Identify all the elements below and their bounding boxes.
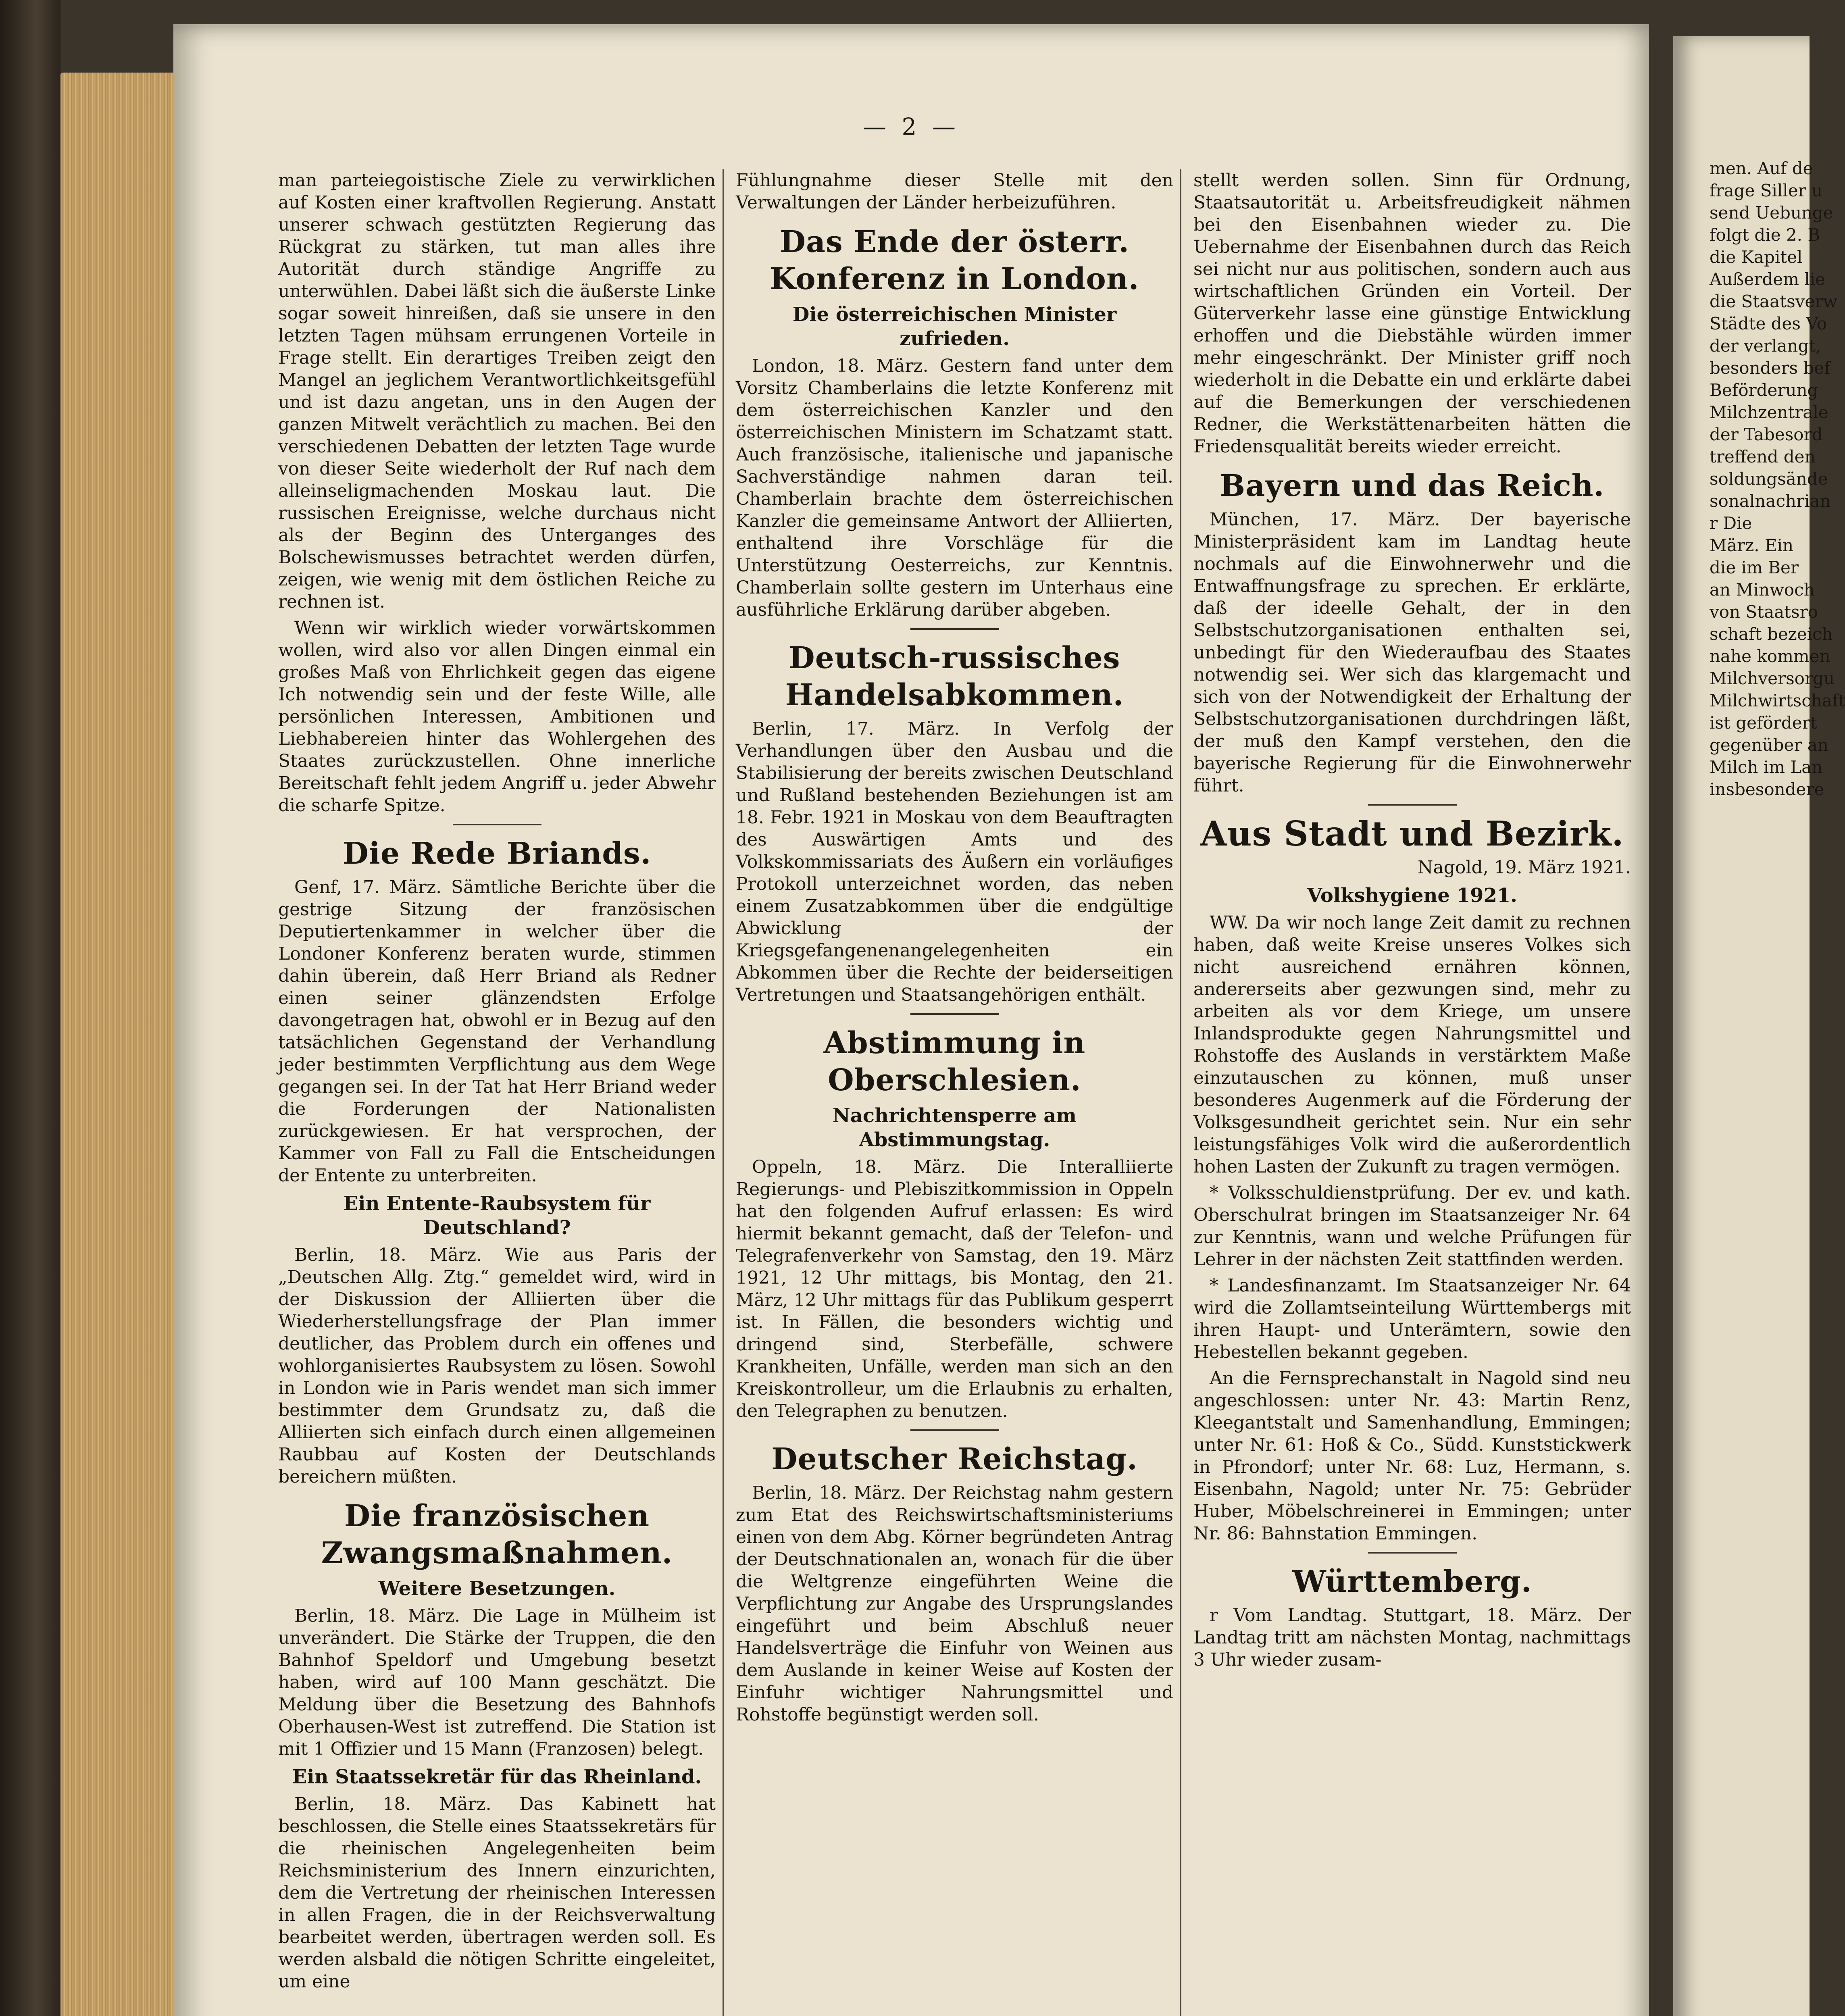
adjacent-page-line: Milchversorgu [1710,669,1835,688]
newspaper-page [173,24,1649,2016]
headline-zwangsmassnahmen: Die französischen Zwangsmaßnahmen. [321,1499,673,1570]
column-1 [278,169,716,2016]
article-text: Berlin, 17. März. In Verfolg der Verhandlungen über den Ausbau und die Stabilisierung der bereits zwischen Deutschland und Rußland bestehenden Beziehungen ist am 18. Febr. 1921 in Moskau von dem Beauftragten des Auswärtigen Amts und des Volkskommissariats des Äußern ein vorläufiges Protokoll unterzeichnet worden, das neben einem Zusatzabkommen über die endgültige Abwicklung der Kriegsgefangenenangelegenheiten ein Abkommen über die Rechte der beiderseitigen Vertretungen und Staatsangehörigen enthält. [736,719,1173,1005]
article-text: Berlin, 18. März. Der Reichstag nahm gestern zum Etat des Reichswirtschaftsministeriums einen von dem Abg. Körner begründeten Antrag der Deutschnationalen an, wonach für die über die Weltgrenze eingeführten Weine die Verpflichtung zur Angabe des Ursprungslandes eingeführt und beim Abschluß neuer Handelsverträge die Einfuhr von Weinen aus dem Auslande in keiner Weise auf Kosten der Einfuhr wichtiger Nahrungsmittel und Rohstoffe begünstigt werden soll. [736,1483,1173,1725]
article-text: Berlin, 18. März. Wie aus Paris der „Deutschen Allg. Ztg.“ gemeldet wird, wird in der Diskussion der Alliierten über die Wiederherstellungsfrage der Plan immer deutlicher, das Problem durch ein offenes und wohlorganisiertes Raubsystem zu lösen. Sowohl in London wie in Paris wendet man sich immer bestimmter dem Grundsatz zu, daß die Alliierten sich einfach durch einen allgemeinen Raubbau auf Kosten der Deutschlands bereichern müßten. [278,1245,716,1487]
adjacent-page [1673,36,1845,2016]
headline-wuerttemberg: Württemberg. [1292,1564,1532,1599]
adjacent-page-line: nahe kommen [1710,646,1830,666]
adjacent-page-line: der Tabesord [1710,425,1823,444]
column-2 [736,169,1173,2016]
subheadline-nachrichtensperre: Nachrichtensperre am Abstimmungstag. [832,1104,1077,1151]
separator [1368,804,1457,806]
column-rule-2 [1180,169,1181,2016]
article-text: WW. Da wir noch lange Zeit damit zu rechnen haben, daß weite Kreise unseres Volkes sich nicht ausreichend ernähren können, andererseits aber gezwungen sind, mehr zu arbeiten als vor dem Kriege, um unsere Inlandsprodukte gegen Nahrungsmittel und Rohstoffe des Auslands in verstärktem Maße einzutauschen zu können, muß unser besonderes Augenmerk auf die Förderung der Volksgesundheit gerichtet sein. Nur ein sehr leistungsfähiges Volk wird die außerordentlich hohen Lasten der Zukunft zu tragen vermögen. [1193,912,1631,1177]
page-number: — 2 — [863,113,960,140]
adjacent-page-line: men. Auf de [1710,158,1813,178]
adjacent-page-line: ist gefördert [1710,713,1817,733]
adjacent-page-text [1710,157,1845,800]
article-text: man parteiegoistische Ziele zu verwirklichen auf Kosten einer kraftvollen Regierung. Anstatt unserer schwach gestützten Regierung das Rückgrat zu stärken, tut man alles ihre Autorität durch ständige Angriffe zu unterwühlen. Dabei läßt sich die äußerste Linke sogar soweit hinreißen, daß sie unsere in den letzten Tagen mühsam errungenen Vorteile in Frage stellt. Ein derartiges Treiben zeigt den Mangel an jeglichem Verantwortlichkeitsgefühl und ist dazu angetan, uns in den Augen der ganzen Mitwelt verächtlich zu machen. Bei den verschiedenen Debatten der letzten Tage wurde von dieser Seite wiederholt der Ruf nach dem alleinseligmachenden Moskau laut. Die russischen Ereignisse, welche durchaus nicht als der Beginn des Unterganges des Bolschewismusses betrachtet werden dürfen, zeigen, wie wenig mit dem östlichen Reiche zu rechnen ist. [278,170,716,612]
news-note: * Landesfinanzamt. Im Staatsanzeiger Nr. 64 wird die Zollamtseinteilung Württembergs mit ihren Haupt- und Unterämtern, sowie den Hebestellen bekannt gegeben. [1193,1275,1631,1362]
adjacent-page-line: Milch im Lan [1710,757,1823,777]
adjacent-page-line: Milchzentrale [1710,402,1828,422]
news-note: An die Fernsprechanstalt in Nagold sind neu angeschlossen: unter Nr. 43: Martin Renz, Kleegantstalt und Samenhandlung, Emmingen; unter Nr. 61: Hoß & Co., Südd. Kunststickwerk in Pfrondorf; unter Nr. 68: Luz, Hermann, s. Eisenbahn, Nagold; unter Nr. 75: Gebrüder Huber, Möbelschreinerei in Emmingen; unter Nr. 86: Bahnstation Emmingen. [1193,1368,1631,1544]
article-text: Genf, 17. März. Sämtliche Berichte über die gestrige Sitzung der französischen Deputiertenkammer in welcher über die Londoner Konferenz beraten wurde, stimmen dahin überein, daß Herr Briand als Redner einen seiner glänzendsten Erfolge davongetragen hat, obwohl er in Bezug auf den tatsächlichen Gegenstand der Verhandlung jeder bestimmten Verpflichtung aus dem Wege gegangen sei. In der Tat hat Herr Briand weder die Forderungen der Nationalisten zurückgewiesen. Er hat versprochen, der Kammer von Fall zu Fall die Entscheidungen der Entente zu unterbreiten. [278,877,716,1186]
column-3 [1193,169,1631,2016]
article-text: Wenn wir wirklich wieder vorwärtskommen wollen, wird also vor allen Dingen einmal ein großes Maß von Ehrlichkeit gegen das eigene Ich notwendig sein und der feste Wille, alle persönlichen Interessen, Ambitionen und Liebhabereien hinter das Wohlergehen des Staates zurückzustellen. Ohne innerliche Bereitschaft fehlt jedem Angriff u. jeder Abwehr die scharfe Spitze. [278,618,716,816]
adjacent-page-line: der verlangt, [1710,336,1821,356]
adjacent-page-line: die Staatsverw [1710,292,1838,311]
article-text: London, 18. März. Gestern fand unter dem Vorsitz Chamberlains die letzte Konferenz mit dem österreichischen Kanzler und den österreichischen Ministern im Schatzamt statt. Auch französische, italienische und japanische Sachverständige nahmen daran teil. Chamberlain brachte dem österreichischen Kanzler die gemeinsame Antwort der Alliierten, enthaltend ihre Vorschläge für die Unterstützung Oesterreichs, zur Kenntnis. Chamberlain sollte gestern im Unterhaus eine ausführliche Erklärung darüber abgeben. [736,356,1173,620]
article-text: Oppeln, 18. März. Die Interalliierte Regierungs- und Plebiszitkommission in Oppeln hat den folgenden Aufruf erlassen: Es wird hiermit bekannt gemacht, daß der Telefon- und Telegrafenverkehr von Samstag, den 19. März 1921, 12 Uhr mittags, bis Montag, den 21. März, 12 Uhr mittags für das Publikum gesperrt ist. In Fällen, die besonders wichtig und dringend sind, Sterbefälle, schwere Krankheiten, Unfälle, werden man sich an den Kreiskontrolleur, um die Erlaubnis zu erhalten, den Telegraphen zu benutzen. [736,1157,1173,1421]
separator [910,628,999,630]
dateline: Nagold, 19. März 1921. [1417,857,1631,878]
adjacent-page-line: die im Ber [1710,558,1799,577]
adjacent-page-line: r Die [1710,513,1752,533]
headline-reichstag: Deutscher Reichstag. [771,1442,1138,1477]
separator [1368,1552,1457,1554]
adjacent-page-line: gegenüber an [1710,735,1828,755]
article-text: r Vom Landtag. Stuttgart, 18. März. Der Landtag tritt am nächsten Montag, nachmittags 3 Uhr wieder zusam- [1193,1605,1631,1670]
adjacent-page-line: von Staatsro [1710,602,1818,622]
adjacent-page-line: soldungsände [1710,469,1828,489]
news-note: * Volksschuldienstprüfung. Der ev. und kath. Oberschulrat bringen im Staatsanzeiger Nr. 64 zur Kenntnis, wann und welche Prüfungen für Lehrer in der nächsten Zeit stattfinden werden. [1193,1183,1631,1270]
article-text: München, 17. März. Der bayerische Ministerpräsident kam im Landtag heute nochmals auf die Einwohnerwehr und die Entwaffnungsfrage zu sprechen. Er erklärte, daß der ideelle Gehalt, der in den Selbstschutzorganisationen enthalten sei, unbedingt für den Wiederaufbau des Staates notwendig sei. Wer sich das klargemacht und sich von der Notwendigkeit der Erhaltung der Selbstschutzorganisationen durchdringen läßt, der muß den Kampf verstehen, den die bayerische Regierung für die Einwohnerwehr führt. [1193,509,1631,796]
headline-briand: Die Rede Briands. [342,836,652,871]
headline-bayern: Bayern und das Reich. [1220,469,1605,503]
article-text: stellt werden sollen. Sinn für Ordnung, Staatsautorität u. Arbeitsfreudigkeit nähmen bei den Eisenbahnen wieder zu. Die Uebernahme der Eisenbahnen durch das Reich sei nicht nur aus politischen, sondern auch aus wirtschaftlichen Gründen ein Vorteil. Der Güterverkehr lasse eine günstige Entwicklung erhoffen und die Diebstähle würden immer mehr eingeschränkt. Der Minister griff noch wiederholt in die Debatte ein und erklärte dabei auf die Bemerkungen der verschiedenen Redner, die Werkstättenarbeiten hätten die Friedensqualität bereits wieder erreicht. [1193,170,1631,457]
article-text: Berlin, 18. März. Das Kabinett hat beschlossen, die Stelle eines Staatssekretärs für die rheinischen Angelegenheiten beim Reichsministerium des Innern einzurichten, dem die Vertretung der rheinischen Interessen in allen Fragen, die in der Reichsverwaltung bearbeitet werden, übertragen werden soll. Es werden alsbald die nötigen Schritte eingeleitet, um eine [278,1794,716,1992]
adjacent-page-line: März. Ein [1710,535,1794,555]
book-binding [0,0,60,2016]
book-page-edges [60,73,185,2016]
adjacent-page-line: die Kapitel [1710,247,1803,267]
headline-handelsabkommen: Deutsch-russisches Handelsabkommen. [785,641,1124,712]
adjacent-page-line: send Uebunge [1710,203,1833,223]
separator [453,824,541,825]
headline-stadt-bezirk: Aus Stadt und Bezirk. [1200,814,1624,854]
adjacent-page-line: treffend den [1710,447,1816,467]
column-rule-1 [723,169,724,2016]
subheadline-volkshygiene: Volkshygiene 1921. [1307,884,1517,907]
headline-oberschlesien: Abstimmung in Oberschlesien. [823,1026,1086,1098]
adjacent-page-line: insbesondere [1710,779,1824,799]
article-text: Berlin, 18. März. Die Lage in Mülheim ist unverändert. Die Stärke der Truppen, die den Bahnhof Speldorf und Umgebung besetzt haben, wird auf 100 Mann geschätzt. Die Meldung über die Besetzung des Bahnhofs Oberhausen-West ist zutreffend. Die Station ist mit 1 Offizier und 15 Mann (Franzosen) belegt. [278,1606,716,1759]
adjacent-page-line: Beförderung [1710,380,1818,400]
adjacent-page-line: Städte des Vo [1710,314,1827,333]
adjacent-page-line: Milchwirtschaft [1710,691,1845,710]
subheadline-entente: Ein Entente-Raubsystem für Deutschland? [343,1192,651,1239]
separator [910,1429,999,1431]
adjacent-page-line: besonders bef [1710,358,1830,378]
headline-london: Das Ende der österr. Konferenz in London. [770,225,1139,296]
separator [910,1013,999,1015]
adjacent-page-line: folgt die 2. B [1710,225,1820,245]
article-text: Fühlungnahme dieser Stelle mit den Verwaltungen der Länder herbeizuführen. [736,170,1173,213]
subheadline-besetzungen: Weitere Besetzungen. [378,1577,616,1600]
adjacent-page-line: frage Siller u [1710,181,1823,200]
subheadline-staatssekretaer: Ein Staatssekretär für das Rheinland. [292,1766,702,1788]
adjacent-page-line: sonalnachrian [1710,491,1831,511]
subheadline-london: Die österreichischen Minister zufrieden. [792,303,1117,350]
adjacent-page-line: Außerdem lie [1710,269,1826,289]
adjacent-page-line: an Minwoch [1710,580,1815,600]
adjacent-page-line: schaft bezeich [1710,624,1833,644]
